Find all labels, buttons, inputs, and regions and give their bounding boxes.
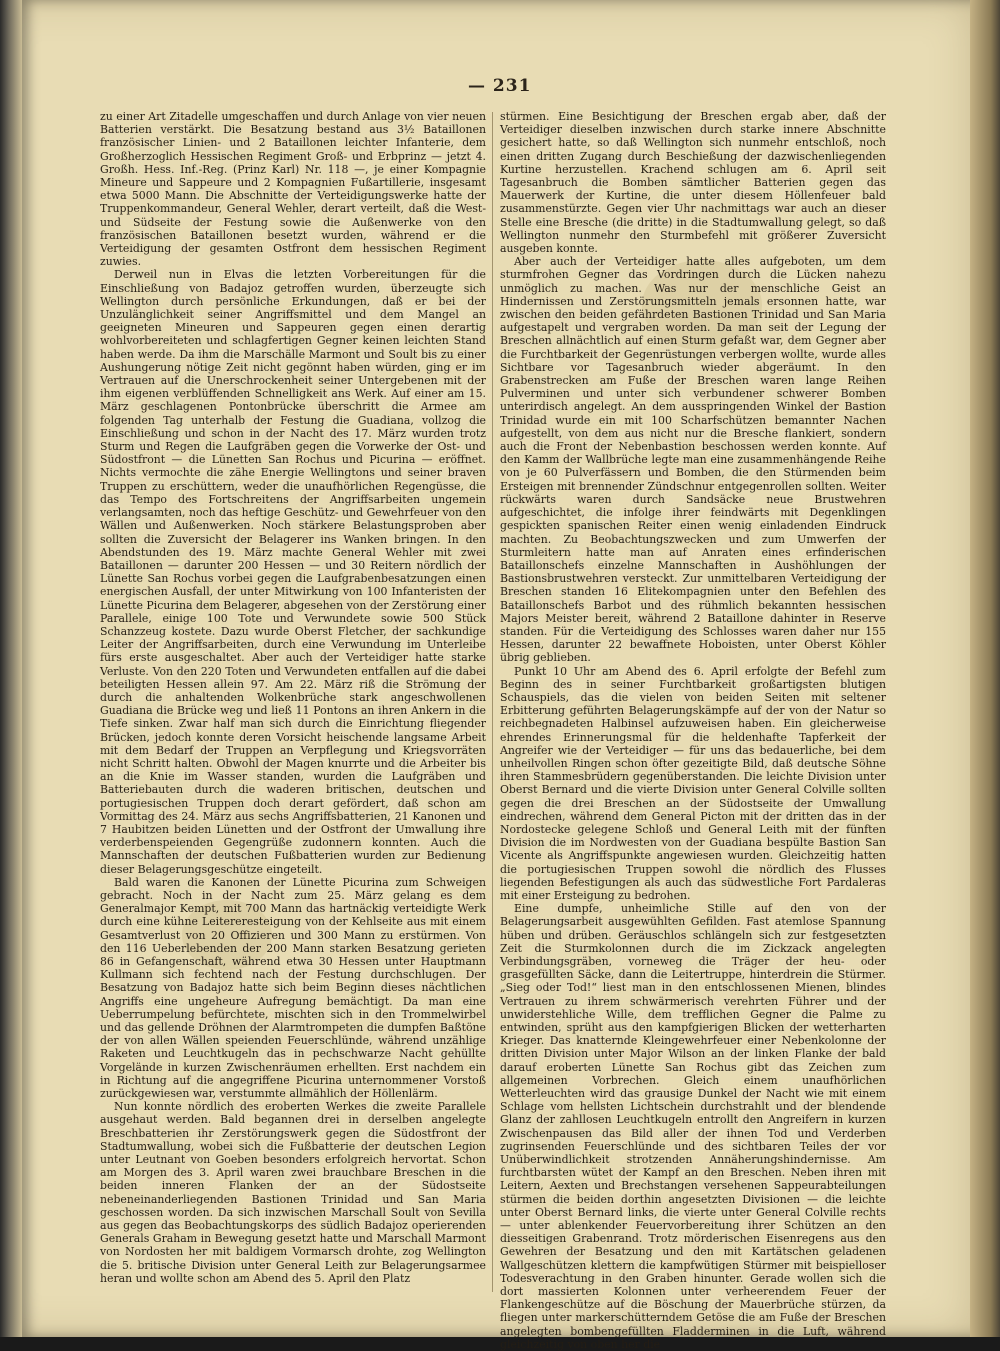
column-divider — [492, 112, 493, 1292]
paragraph: Derweil nun in Elvas die letzten Vorbereitungen für die Einschließung von Badajoz getroffen wurden, überzeugte sich Wellington durch persönliche Erkundungen, daß er bei der Unzulänglichkeit seiner Angriffsmittel und dem Mangel an geeigneten Mineuren und Sappeuren gegen einen derartig wohlvorbereiteten und schlagfertigen Gegner keinen leichten Stand haben werde. Da ihm die Marschälle Marmont und Soult bis zu einer Aushungerung nötige Zeit nicht gegönnt haben würden, ging er im Vertrauen auf die Unerschrockenheit seiner Untergebenen mit der ihm eigenen verblüffenden Schnelligkeit ans Werk. Auf einer am 15. März geschlagenen Pontonbrücke überschritt die Armee am folgenden Tag unterhalb der Festung die Guadiana, vollzog die Einschließung und schon in der Nacht des 17. März wurden trotz Sturm und Regen die Laufgräben gegen die Vorwerke der Ost- und Südostfront — die Lünetten San Rochus und Picurina — eröffnet. Nichts vermochte die zähe Energie Wellingtons und seiner braven Truppen zu erschüttern, weder die unaufhörlichen Regengüsse, die das Tempo des Fortschreitens der Angriffsarbeiten ungemein verlangsamten, noch das heftige Geschütz- und Gewehrfeuer von den Wällen und Außenwerken. Noch stärkere Belastungsproben aber sollten die Zuversicht der Belagerer ins Wanken bringen. In den Abendstunden des 19. März machte General Wehler mit zwei Bataillonen — darunter 200 Hessen — und 30 Reitern nördlich der Lünette San Rochus vorbei gegen die Laufgrabenbesatzungen einen energischen Ausfall, der unter Mitwirkung von 100 Infanteristen der Lünette Picurina dem Belagerer, abgesehen von der Zerstörung einer Parallele, einige 100 Tote und Verwundete sowie 500 Stück Schanzzeug kostete. Dazu wurde Oberst Fletcher, der sachkundige Leiter der Angriffsarbeiten, durch eine Verwundung im Unterleibe fürs erste ausgeschaltet. Aber auch der Verteidiger hatte starke Verluste. Von den 220 Toten und Verwundeten entfallen auf die dabei beteiligten Hessen allein 97. Am 22. März riß die Strömung der durch die anhaltenden Wolkenbrüche stark angeschwollenen Guadiana die Brücke weg und ließ 11 Pontons an ihren Ankern in die Tiefe sinken. Zwar half man sich durch die Einrichtung fliegender Brücken, jedoch konnte deren Vorsicht heischende langsame Arbeit mit dem Bedarf der Truppen an Verpflegung und Kriegsvorräten nicht Schritt halten. Obwohl der Magen knurrte und die Arbeiter bis an die Knie im Wasser standen, wurden die Laufgräben und Batteriebauten durch die waderen britischen, deutschen und portugiesischen Truppen doch derart gefördert, daß schon am Vormittag des 24. März aus sechs Angriffsbatterien, 21 Kanonen und 7 Haubitzen beiden Lünetten und der Ostfront der Umwallung ihre verderbenspeienden Gegengrüße zudonnern konnten. Auch die Mannschaften der deutschen Fußbatterien wurden zur Bedienung dieser Belagerungsgeschütze eingeteilt. — [100, 268, 486, 876]
paragraph: stürmen. Eine Besichtigung der Breschen ergab aber, daß der Verteidiger dieselben inzwischen durch starke innere Abschnitte gesichert hatte, so daß Wellington sich nunmehr entschloß, noch einen dritten Zugang durch Beschießung der dazwischenliegenden Kurtine herzustellen. Krachend schlugen am 6. April seit Tagesanbruch die Bomben sämtlicher Batterien gegen das Mauerwerk der Kurtine, die unter diesem Höllenfeuer bald zusammenstürzte. Gegen vier Uhr nachmittags war auch an dieser Stelle eine Bresche (die dritte) in die Stadtumwallung gelegt, so daß Wellington nunmehr den Sturmbefehl mit größerer Zuversicht ausgeben konnte. — [500, 110, 886, 256]
paragraph: Eine dumpfe, unheimliche Stille auf den von der Belagerungsarbeit ausgewühlten Gefilden. Fast atemlose Spannung hüben und drüben. Geräuschlos schlängeln sich zur festgesetzten Zeit die Sturmkolonnen durch die im Zickzack angelegten Verbindungsgräben, vorneweg die Träger der heu- oder grasgefüllten Säcke, dann die Leitertruppe, hinterdrein die Stürmer. „Sieg oder Tod!“ liest man in den entschlossenen Mienen, blindes Vertrauen zu ihrem schwärmerisch verehrten Führer und der unwiderstehliche Wille, dem trefflichen Gegner die Palme zu entwinden, sprüht aus den kampfgierigen Blicken der wetterharten Krieger. Das knatternde Kleingewehrfeuer einer Nebenkolonne der dritten Division unter Major Wilson an der linken Flanke der bald darauf eroberten Lünette San Rochus gibt das Zeichen zum allgemeinen Vorbrechen. Gleich einem unaufhörlichen Wetterleuchten wird das grausige Dunkel der Nacht wie mit einem Schlage vom hellsten Lichtschein durchstrahlt und der blendende Glanz der zahllosen Leuchtkugeln entrollt den Angreifern in kurzen Zwischenpausen das Bild aller der ihnen Tod und Verderben zugrinsenden Feuerschlünde und des sichtbaren Teiles der vor Unüberwindlichkeit strotzenden Annäherungshindernisse. Am furchtbarsten wütet der Kampf an den Breschen. Neben ihren mit Leitern, Aexten und Brechstangen versehenen Sappeurabteilungen stürmen die beiden dorthin angesetzten Divisionen — die leichte unter Oberst Bernard links, die vierte unter General Colville rechts — unter ablenkender Feuervorbereitung ihrer Schützen an den diesseitigen Grabenrand. Trotz mörderischen Eisenregens aus den Gewehren der Besatzung und den mit Kartätschen geladenen Wallgeschützen klettern die kampfwütigen Stürmer mit beispielloser Todesverachtung in den Graben hinunter. Gerade wollen sich die dort massierten Kolonnen unter verheerendem Feuer der Flankengeschütze auf die Böschung der Mauerbrüche stürzen, da fliegen unter markerschütterndem Getöse die am Fuße der Breschen angelegten bombengefüllten Fladderminen in die Luft, während gleichzeitig von oben her die — [500, 902, 886, 1351]
text-column-left — [100, 110, 486, 1290]
paragraph: Punkt 10 Uhr am Abend des 6. April erfolgte der Befehl zum Beginn des in seiner Furchtbarkeit großartigsten blutigen Schauspiels, das die vielen von beiden Seiten mit seltener Erbitterung geführten Belagerungskämpfe auf der von der Natur so reichbegnadeten Halbinsel aufzuweisen haben. Ein gleicherweise ehrendes Erinnerungsmal für die heldenhafte Tapferkeit der Angreifer wie der Verteidiger — für uns das bedauerliche, bei dem unheilvollen Ringen schon öfter gezeitigte Bild, daß deutsche Söhne ihren Stammesbrüdern gegenüberstanden. Die leichte Division unter Oberst Bernard und die vierte Division unter General Colville sollten gegen die drei Breschen an der Südostseite der Umwallung eindrechen, während dem General Picton mit der dritten das in der Nordostecke gelegene Schloß und General Leith mit der fünften Division die im Nordwesten von der Guadiana bespülte Bastion San Vicente als Angriffspunkte angewiesen wurden. Gleichzeitig hatten die portugiesischen Truppen sowohl die nördlich des Flusses liegenden Befestigungen als auch das südwestliche Fort Pardaleras mit einer Ersteigung zu bedrohen. — [500, 664, 886, 902]
page-number: — 231 — [468, 76, 532, 96]
paragraph: zu einer Art Zitadelle umgeschaffen und durch Anlage von vier neuen Batterien verstärkt. Die Besatzung bestand aus 3½ Bataillonen französischer Linien- und 2 Bataillonen leichter Infanterie, dem Großherzoglich Hessischen Regiment Groß- und Erbprinz — jetzt 4. Großh. Hess. Inf.-Reg. (Prinz Karl) Nr. 118 —, je einer Kompagnie Mineure und Sappeure und 2 Kompagnien Fußartillerie, insgesamt etwa 5000 Mann. Die Abschnitte der Verteidigungswerke hatte der Truppenkommandeur, General Wehler, derart verteilt, daß die West- und Südseite der Festung sowie die Außenwerke von den französischen Bataillonen besetzt wurden, während er die Verteidigung der gesamten Ostfront dem hessischen Regiment zuwies. — [100, 110, 486, 269]
book-spine — [0, 0, 22, 1337]
paragraph: Aber auch der Verteidiger hatte alles aufgeboten, um dem sturmfrohen Gegner das Vordringen durch die Lücken nahezu unmöglich zu machen. Was nur der menschliche Geist an Hindernissen und Zerstörungsmitteln jemals ersonnen hatte, war zwischen den beiden gefährdeten Bastionen Trinidad und San Maria aufgestapelt und vergraben worden. Da man seit der Legung der Breschen allnächtlich auf einen Sturm gefaßt war, dem Gegner aber die Furchtbarkeit der Gegenrüstungen verbergen wollte, wurde alles Sichtbare vor Tagesanbruch wieder abgeräumt. In den Grabenstrecken am Fuße der Breschen waren lange Reihen Pulverminen und unter sich verbundener schwerer Bomben unterirdisch angelegt. An dem ausspringenden Winkel der Bastion Trinidad wurde ein mit 100 Scharfschützen bemannter Nachen aufgestellt, von dem aus nicht nur die Bresche flankiert, sondern auch die Front der Nebenbastion beschossen werden konnte. Auf den Kamm der Wallbrüche legte man eine zusammenhängende Reihe von je 60 Pulverfässern und Bomben, die den Stürmenden beim Ersteigen mit brennender Zündschnur entgegenrollen sollten. Weiter rückwärts waren durch Sandsäcke neue Brustwehren aufgeschichtet, die infolge ihrer feindwärts mit Degenklingen gespickten spanischen Reiter einen wenig einladenden Eindruck machten. Zu Beobachtungszwecken und zum Umwerfen der Sturmleitern hatte man auf Anraten eines erfinderischen Bataillonschefs einzelne Mannschaften in Aushöhlungen der Bastionsbrustwehren versteckt. Zur unmittelbaren Verteidigung der Breschen standen 16 Elitekompagnien unter den Befehlen des Bataillonschefs Barbot und des rühmlich bekannten hessischen Majors Meister bereit, während 2 Bataillone dahinter in Reserve standen. Für die Verteidigung des Schlosses waren daher nur 155 Hessen, darunter 22 bewaffnete Hoboisten, unter Oberst Köhler übrig geblieben. — [500, 255, 886, 665]
page-edge — [970, 0, 1000, 1337]
text-column-right — [500, 110, 886, 1351]
paragraph: Nun konnte nördlich des eroberten Werkes die zweite Parallele ausgehaut werden. Bald begannen drei in derselben angelegte Breschbatterien ihr Zerstörungswerk gegen die Südostfront der Stadtumwallung, wobei sich die Fußbatterie der deutschen Legion unter Leutnant von Goeben besonders erfolgreich hervortat. Schon am Morgen des 3. April waren zwei brauchbare Breschen in die beiden inneren Flanken der an der Südostseite nebeneinanderliegenden Bastionen Trinidad und San Maria geschossen worden. Da sich inzwischen Marschall Soult von Sevilla aus gegen das Beobachtungskorps des südlich Badajoz operierenden Generals Graham in Bewegung gesetzt hatte und Marschall Marmont von Nordosten her mit baldigem Vormarsch drohte, zog Wellington die 5. britische Division unter General Leith zur Belagerungsarmee heran und wollte schon am Abend des 5. April den Platz — [100, 1100, 486, 1285]
paragraph: Bald waren die Kanonen der Lünette Picurina zum Schweigen gebracht. Noch in der Nacht zum 25. März gelang es dem Generalmajor Kempt, mit 700 Mann das hartnäckig verteidigte Werk durch eine kühne Leitereresteigung von der Kehlseite aus mit einem Gesamtverlust von 20 Offizieren und 300 Mann zu erstürmen. Von den 116 Ueberlebenden der 200 Mann starken Besatzung gerieten 86 in Gefangenschaft, während etwa 30 Hessen unter Hauptmann Kullmann sich fechtend nach der Festung durchschlugen. Der Besatzung von Badajoz hatte sich beim Beginn dieses nächtlichen Angriffs eine ungeheure Aufregung bemächtigt. Da man eine Ueberrumpelung befürchtete, mischten sich in den Trommelwirbel und das gellende Dröhnen der Alarmtrompeten die dumpfen Baßtöne der von allen Wällen speienden Feuerschlünde, während unzählige Raketen und Leuchtkugeln das in pechschwarze Nacht gehüllte Vorgelände in kurzen Zwischenräumen erhellten. Erst nachdem ein in Richtung auf die angegriffene Picurina unternommener Vorstoß zurückgewiesen war, verstummte allmählich der Höllenlärm. — [100, 875, 486, 1101]
